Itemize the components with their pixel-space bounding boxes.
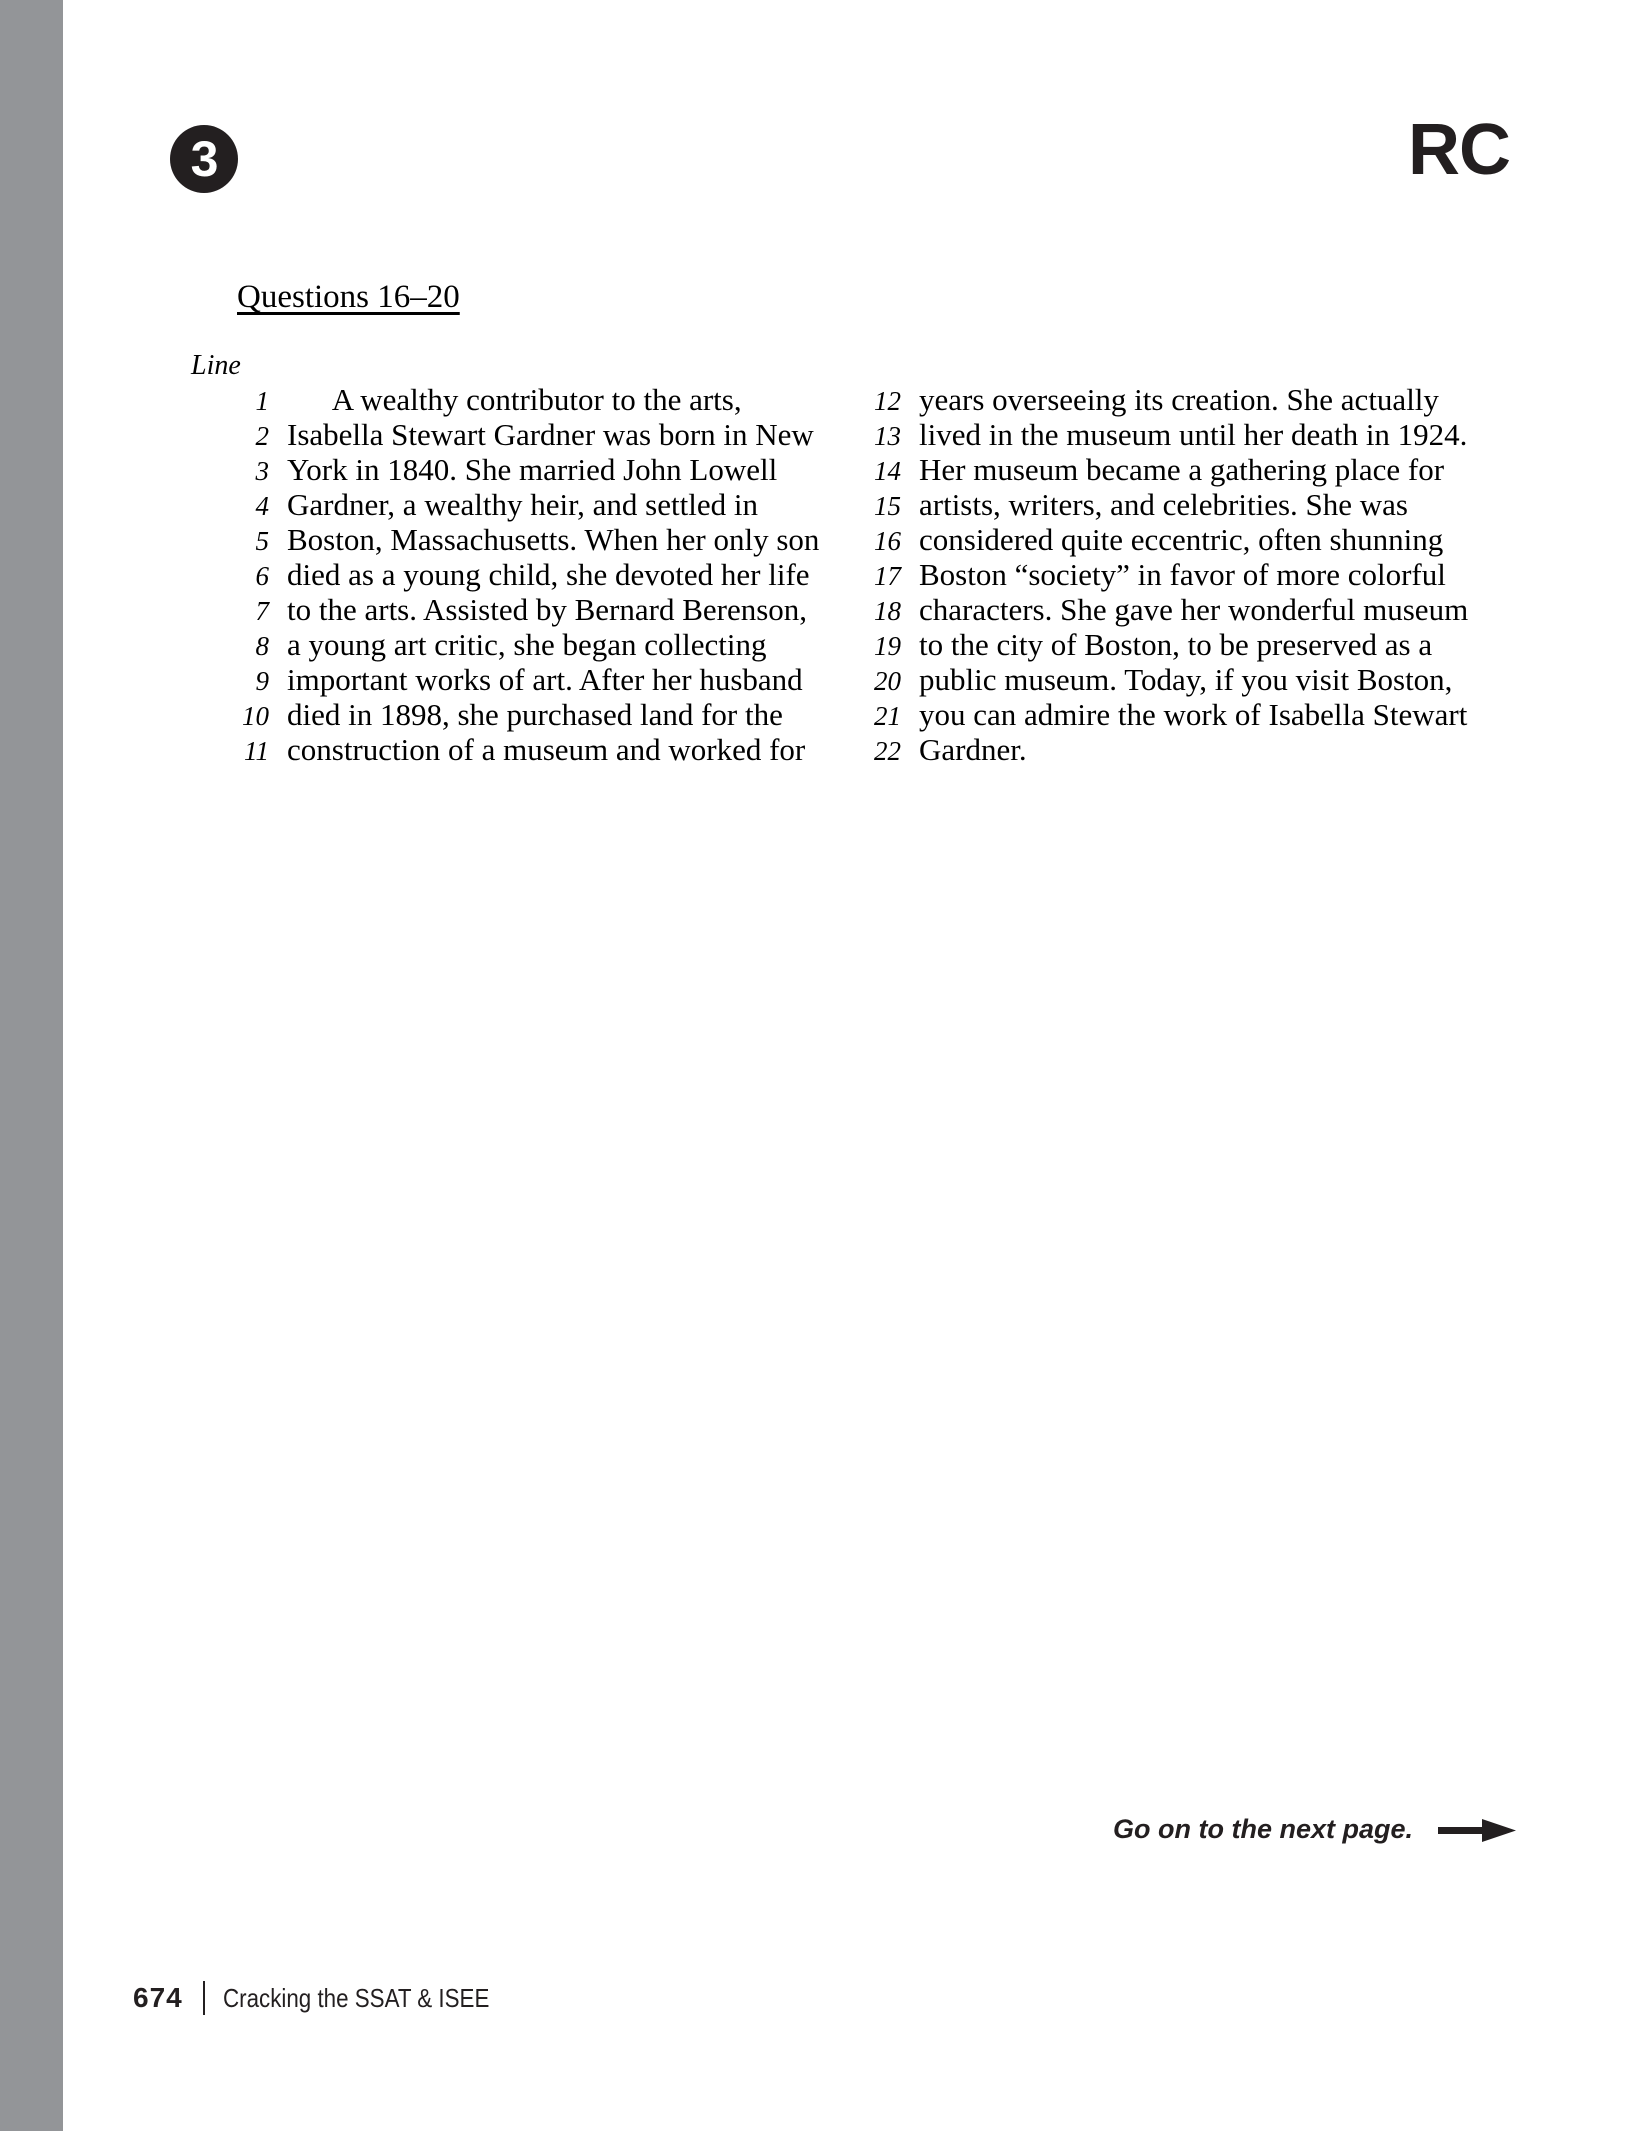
passage-line [843,452,1483,487]
line-number: 9 [255,666,269,696]
passage-line [211,557,831,592]
passage-line [843,592,1483,627]
passage-line [211,382,831,417]
line-number: 15 [874,491,901,521]
line-text: to the city of Boston, to be preserved as a [919,627,1433,662]
passage-line [843,732,1483,767]
line-number: 16 [874,526,901,556]
line-text: Gardner, a wealthy heir, and settled in [287,487,758,522]
passage-line [843,382,1483,417]
passage-line [843,697,1483,732]
line-text: Boston “society” in favor of more colorful [919,557,1446,592]
line-text: characters. She gave her wonderful museum [919,592,1469,627]
passage-line [211,522,831,557]
line-text: construction of a museum and worked for [287,732,806,767]
line-text: a young art critic, she began collecting [287,627,767,662]
line-number: 4 [255,491,269,521]
line-number: 14 [874,456,901,486]
line-number: 2 [255,421,269,451]
line-text: lived in the museum until her death in 1924. [919,417,1468,452]
line-text: Isabella Stewart Gardner was born in New [287,417,814,452]
line-number: 8 [255,631,269,661]
line-text: considered quite eccentric, often shunning [919,522,1444,557]
arrow-right-icon [1438,1818,1516,1849]
line-number: 13 [874,421,901,451]
line-text: Her museum became a gathering place for [919,452,1445,487]
line-number: 10 [242,701,269,731]
line-text: you can admire the work of Isabella Stewart [919,697,1468,732]
line-number: 7 [255,596,269,626]
line-text: public museum. Today, if you visit Boston, [919,662,1453,697]
passage-line [211,487,831,522]
passage-line [211,417,831,452]
line-text: A wealthy contributor to the arts, [287,382,742,417]
passage-line [843,662,1483,697]
line-text: years overseeing its creation. She actually [919,382,1439,417]
passage-line [211,662,831,697]
line-number: 19 [874,631,901,661]
questions-range-heading: Questions 16–20 [237,279,460,315]
line-number: 5 [255,526,269,556]
running-footer [133,1978,532,2018]
line-text: to the arts. Assisted by Bernard Berenson, [287,592,808,627]
section-number-badge: 3 [170,125,238,193]
subject-code-label: RC [1408,110,1510,190]
line-number: 20 [874,666,901,696]
passage-line [211,627,831,662]
passage-line [211,697,831,732]
line-number: 11 [244,736,269,766]
passage-line [211,732,831,767]
line-text: Boston, Massachusetts. When her only son [287,522,820,557]
page-content [63,0,1640,2131]
line-number: 17 [874,561,901,591]
line-number: 21 [874,701,901,731]
line-text: Gardner. [919,732,1027,767]
line-number: 3 [255,456,269,486]
line-text: died as a young child, she devoted her life [287,557,810,592]
page-number: 674 [133,1982,183,2013]
line-text: York in 1840. She married John Lowell [287,452,778,487]
line-text: important works of art. After her husband [287,662,803,697]
page-gutter-bar [0,0,63,2131]
passage-line [843,627,1483,662]
passage-line [843,417,1483,452]
passage-line [211,592,831,627]
go-on-notice [1063,1812,1503,1862]
footer-divider [203,1981,205,2015]
passage-line [843,487,1483,522]
go-on-label: Go on to the next page. [1113,1814,1414,1844]
line-number: 18 [874,596,901,626]
passage-column-right [843,382,1483,767]
line-text: artists, writers, and celebrities. She was [919,487,1408,522]
line-number: 22 [874,736,901,766]
line-number: 6 [255,561,269,591]
passage-line [843,557,1483,592]
line-number: 1 [255,386,269,416]
passage-column-left [211,382,831,767]
passage-line [843,522,1483,557]
line-numbers-caption: Line [191,350,241,381]
line-number: 12 [874,386,901,416]
line-text: died in 1898, she purchased land for the [287,697,783,732]
book-title: Cracking the SSAT & ISEE [222,1983,490,2013]
passage-line [211,452,831,487]
